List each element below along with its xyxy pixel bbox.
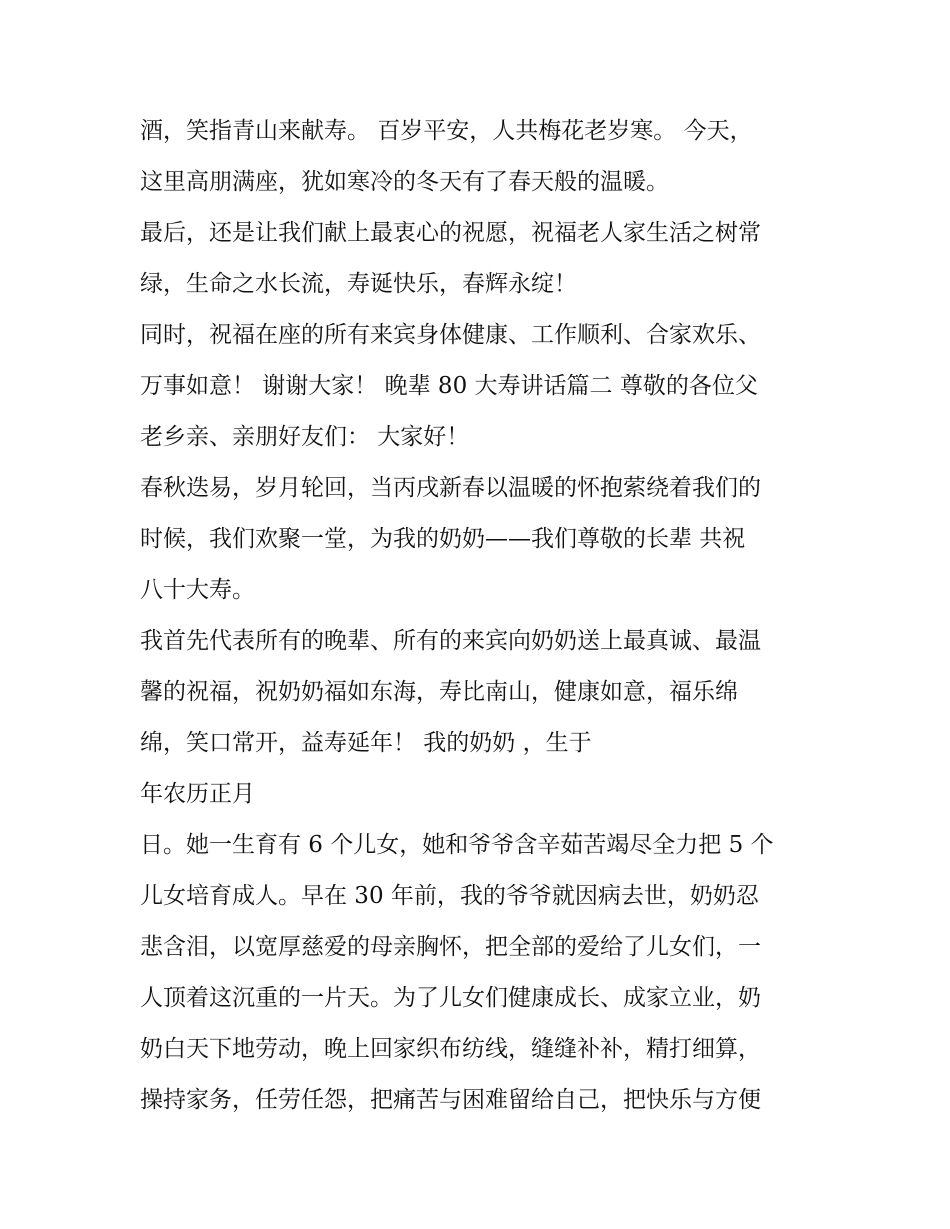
text-line: 酒，笑指青山来献寿。 百岁平安，人共梅花老岁寒。 今天， [140,118,753,144]
text-line: 奶白天下地劳动，晚上回家织布纺线，缝缝补补，精打细算， [140,1036,761,1062]
text-line: 我首先代表所有的晚辈、所有的来宾向奶奶送上最真诚、最温 [140,628,761,654]
text-line: 儿女培育成人。早在 30 年前，我的爷爷就因病去世，奶奶忍 [140,883,759,909]
text-line: 这里高朋满座，犹如寒冷的冬天有了春天般的温暖。 [140,169,669,195]
text-line: 悲含泪，以宽厚慈爱的母亲胸怀，把全部的爱给了儿女们，一 [140,934,761,960]
text-line: 老乡亲、亲朋好友们： 大家好！ [140,424,470,450]
text-line: 馨的祝福，祝奶奶福如东海，寿比南山，健康如意，福乐绵 [140,679,738,705]
text-line: 万事如意！ 谢谢大家！ 晚辈 80 大寿讲话篇二 尊敬的各位父 [140,373,758,399]
text-line: 操持家务，任劳任怨，把痛苦与困难留给自己，把快乐与方便 [140,1087,761,1113]
text-line: 同时，祝福在座的所有来宾身体健康、工作顺利、合家欢乐、 [140,322,761,348]
text-line: 日。她一生育有 6 个儿女，她和爷爷含辛茹苦竭尽全力把 5 个 [140,832,774,858]
document-body [140,106,830,1126]
text-line: 最后，还是让我们献上最衷心的祝愿，祝福老人家生活之树常 [140,220,761,246]
text-line: 绵，笑口常开，益寿延年！ 我的奶奶 ，生于 [140,730,592,756]
text-line: 年农历正月 [140,781,255,807]
text-line: 时候，我们欢聚一堂，为我的奶奶——我们尊敬的长辈 共祝 [140,526,746,552]
text-line: 绿，生命之水长流，寿诞快乐，春辉永绽！ [140,271,577,297]
text-line: 春秋迭易，岁月轮回，当丙戌新春以温暖的怀抱萦绕着我们的 [140,475,761,501]
text-line: 人顶着这沉重的一片天。为了儿女们健康成长、成家立业，奶 [140,985,761,1011]
text-line: 八十大寿。 [140,577,255,603]
